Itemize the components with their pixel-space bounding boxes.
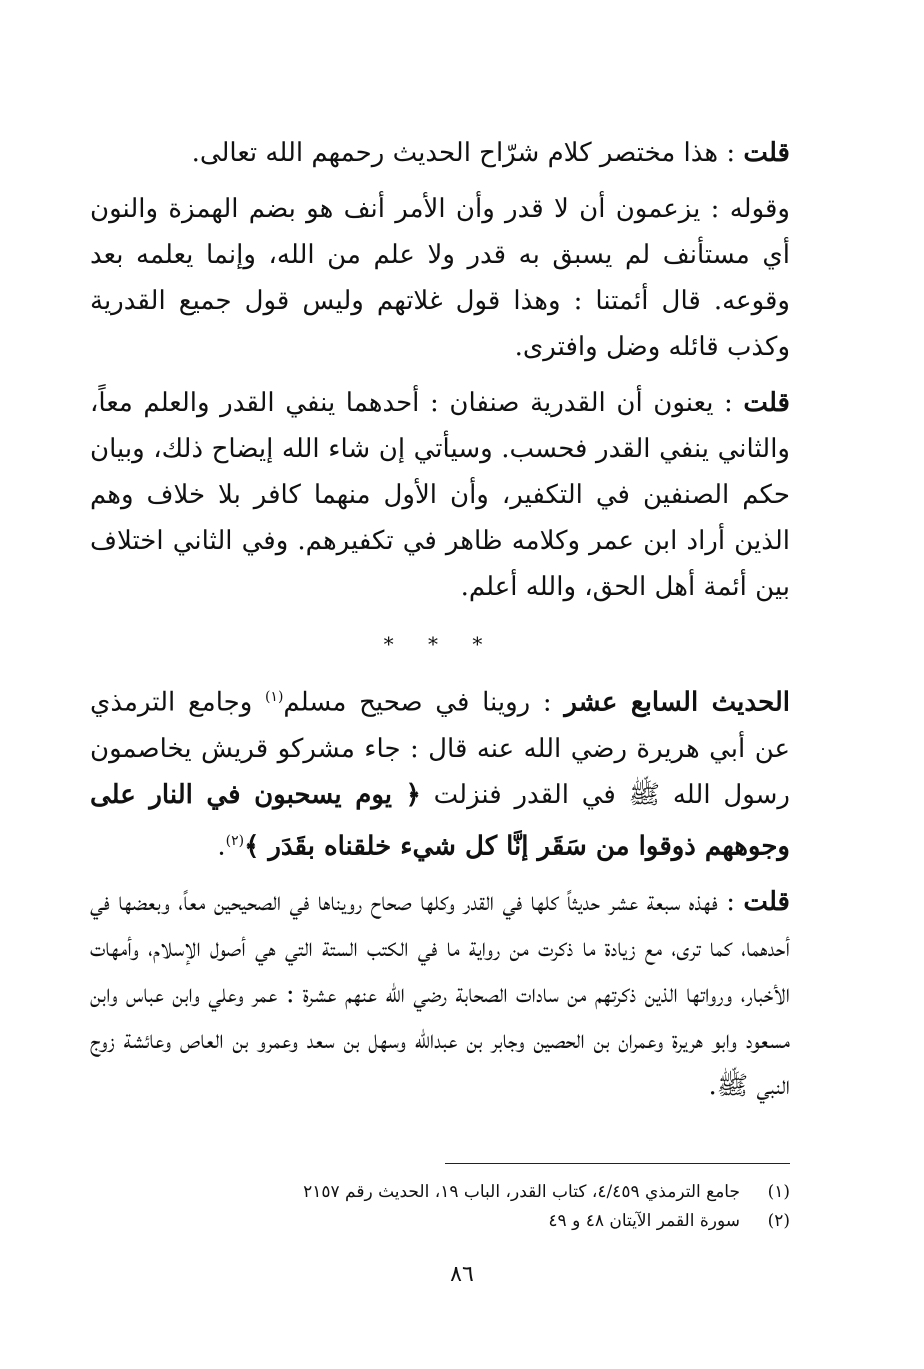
paragraph-lead: قلت [743,887,790,918]
footnote-text: سورة القمر الآيتان ٤٨ و ٤٩ [548,1211,740,1231]
footnote-ref-2: (٢) [225,832,245,849]
footnote-1 [120,1178,790,1207]
paragraph-lead: قلت [743,388,790,418]
footnote-text: جامع الترمذي ٤/٤٥٩، كتاب القدر، الباب ١٩، الحديث رقم ٢١٥٧ [303,1182,740,1202]
footnote-ref-1: (١) [264,689,284,705]
paragraph-text: وقوله : يزعمون أن لا قدر وأن الأمر أنف هو بضم الهمزة والنون أي مستأنف لم يسبق به قدر ولا علم من الله، وإنما يعلمه بعد وقوعه. قال أئمتنا : وهذا قول غلاتهم وليس قول جميع القدرية وكذب قائله وضل وافترى. [90,194,790,362]
paragraph-lead: قلت [743,138,790,168]
footnote-number: (٢) [767,1211,790,1231]
paragraph-text: : فهذه سبعة عشر حديثاً كلها في القدر وكلها صحاح رويناها في الصحيحين معاً، وبعضها في أحدهما، كما ترى، مع زيادة ما ذكرت من رواية ما في الكتب الستة التي هي أصول الإسلام، وأمهات الأخبار، ورواتها الذين ذكرتهم من سادات الصحابة رضي الله عنهم عشرة : عمر وعلي وابن عباس وابن مسعود وابو هريرة وعمران بن الحصين وجابر بن عبدالله وسهل بن سعد وعمرو بن العاص وعائشة زوج النبي ﷺ. [90,887,790,1102]
paragraph-1 [90,130,790,176]
hadith-text-a: : روينا في صحيح مسلم [283,687,565,718]
hadith-text-c: . [217,831,226,862]
hadith-paragraph [90,674,790,869]
footnote-divider [445,1163,790,1164]
closing-paragraph [90,879,790,1109]
paragraph-2 [90,186,790,370]
paragraph-text: : يعنون أن القدرية صنفان : أحدهما ينفي القدر والعلم معاً، والثاني ينفي القدر فحسب. وسيأتي إن شاء الله إيضاح ذلك، وبيان حكم الصنفين في التكفير، وأن الأول منهما كافر بلا خلاف وهم الذين أراد ابن عمر وكلامه ظاهر في تكفيرهم. وفي الثاني اختلاف بين أئمة أهل الحق، والله أعلم. [90,388,790,602]
paragraph-3 [90,380,790,610]
quran-verse: ﴿ يوم يسحبون في النار على وجوههم ذوقوا من سَقَر إنَّا كل شيء خلقناه بقَدَر ﴾ [90,779,790,862]
paragraph-text: : هذا مختصر كلام شرّاح الحديث رحمهم الله تعالى. [191,138,744,168]
footnote-2 [120,1207,790,1236]
section-separator: * * * [383,632,497,656]
footnotes [120,1178,790,1236]
page-body [90,130,790,1109]
hadith-title: الحديث السابع عشر [564,687,790,718]
hadith-text-b: وجامع الترمذي عن أبي هريرة رضي الله عنه قال : جاء مشركو قريش يخاصمون رسول الله ﷺ في القدر فنزلت [90,687,790,810]
footnote-number: (١) [767,1182,790,1202]
page-number: ٨٦ [450,1262,474,1287]
